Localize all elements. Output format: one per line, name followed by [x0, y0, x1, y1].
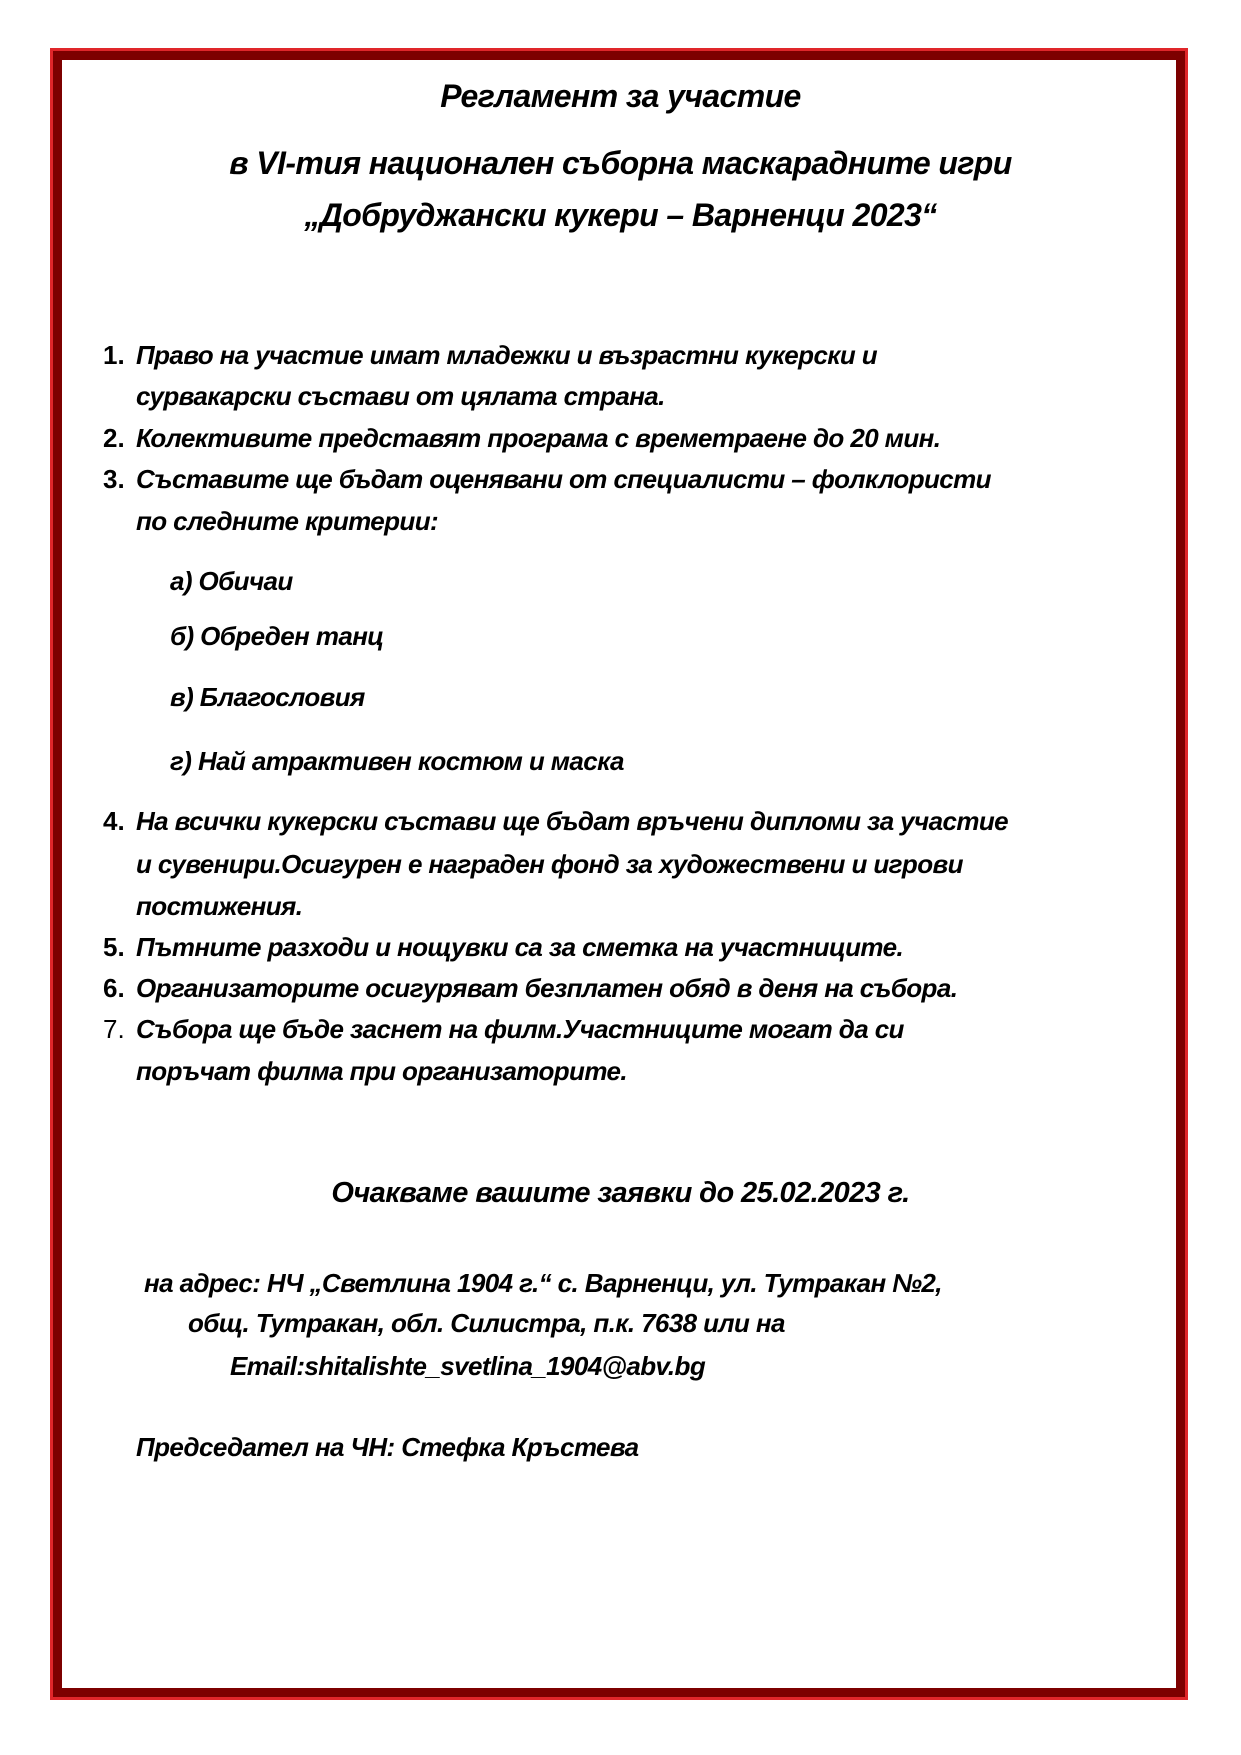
rule-text: постижения.: [136, 891, 303, 921]
rule-text: На всички кукерски състави ще бъдат връчени дипломи за участие: [136, 806, 1008, 836]
signature: Председател на ЧН: Стефка Кръстева: [136, 1432, 639, 1462]
rule-number: 5.: [103, 932, 125, 962]
address-line-1: на адрес: НЧ „Светлина 1904 г.“ с. Варненци, ул. Тутракан №2,: [144, 1268, 942, 1298]
rule-text: Право на участие имат младежки и възрастни кукерски и: [136, 340, 878, 370]
address-line-2: общ. Тутракан, обл. Силистра, п.к. 7638 или на: [188, 1308, 785, 1338]
rule-text: по следните критерии:: [136, 506, 439, 536]
criterion-item: в) Благословия: [170, 682, 365, 712]
rule-number: 7.: [103, 1014, 125, 1044]
rule-text: Пътните разходи и нощувки са за сметка на участниците.: [136, 932, 904, 962]
rule-text: Съставите ще бъдат оценявани от специалисти – фолклористи: [136, 464, 991, 494]
rule-number: 6.: [103, 973, 125, 1003]
criterion-item: а) Обичаи: [170, 566, 293, 596]
title-line-2: в VI-тия национален съборна маскарадните игри: [229, 145, 1012, 181]
deadline-notice: Очакваме вашите заявки до 25.02.2023 г.: [331, 1177, 910, 1209]
title-line-3: „Добруджански кукери – Варненци 2023“: [304, 197, 937, 233]
rule-text: Събора ще бъде заснет на филм.Участниците могат да си: [136, 1014, 904, 1044]
title-line-1: Регламент за участие: [440, 78, 801, 114]
rule-text: поръчат филма при организаторите.: [136, 1056, 627, 1086]
criterion-item: б) Обреден танц: [170, 621, 384, 651]
rule-text: Организаторите осигуряват безплатен обяд в деня на събора.: [136, 973, 958, 1003]
email-link[interactable]: Email:shitalishte_svetlina_1904@abv.bg: [230, 1351, 706, 1381]
rule-number: 1.: [103, 340, 125, 370]
rule-text: сурвакарски състави от цялата страна.: [136, 381, 665, 411]
rule-text: Колективите представят програма с времетраене до 20 мин.: [136, 423, 941, 453]
rule-number: 2.: [103, 423, 125, 453]
rule-number: 4.: [103, 806, 125, 836]
rule-text: и сувенири.Осигурен е награден фонд за художествени и игрови: [136, 849, 963, 879]
rule-number: 3.: [103, 464, 125, 494]
criterion-item: г) Най атрактивен костюм и маска: [170, 746, 624, 776]
